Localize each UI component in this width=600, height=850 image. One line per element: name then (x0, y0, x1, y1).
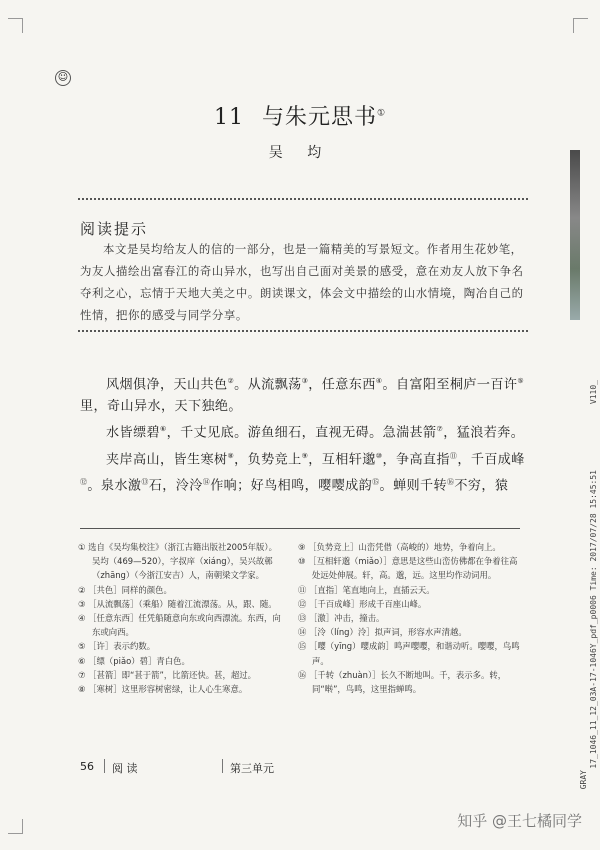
text-run: ，负势竞上 (234, 452, 302, 468)
author: 吴 均 (268, 145, 332, 161)
text-run: 石，泠泠 (148, 478, 203, 494)
note-mark: ⑧ (227, 451, 235, 460)
dotted-rule-top (78, 198, 528, 200)
footnote: ⑮ ［嘤（yīng）嘤成韵］鸣声嘤嘤，和谐动听。嘤嘤，鸟鸣声。 (298, 641, 520, 666)
note-mark: ⑭ (202, 478, 211, 487)
text-run: 。从流飘荡 (234, 377, 302, 393)
footnotes-left (78, 540, 284, 696)
crop-mark-bottom-left (8, 819, 23, 834)
crop-mark-top-right (573, 18, 588, 33)
note-mark: ⑫ (80, 478, 88, 487)
footer-divider (222, 759, 223, 773)
note-mark: ⑩ (375, 451, 383, 460)
lesson-title-text: 与朱元思书 (261, 105, 377, 130)
footnote: ⑭ ［泠（líng）泠］拟声词，形容水声清越。 (298, 627, 467, 638)
text-run: ，互相轩邈 (308, 452, 376, 468)
text-run: 。蝉则千转 (379, 478, 447, 494)
text-run: 水皆缥碧 (106, 425, 160, 441)
paragraph-2 (80, 418, 526, 444)
footnote: ① 选自《吴均集校注》（浙江古籍出版社2005年版）。吴均（469—520），字叔庠（xiáng），吴兴故鄣（zhāng）（今浙江安吉）人，南朝梁文学家。 (78, 542, 277, 581)
footnote: ⑩ ［互相轩邈（miǎo）］意思是这些山峦仿佛都在争着往高处远处伸展。轩，高。邈，远。这里均作动词用。 (298, 556, 518, 581)
footnote: ⑬ ［激］冲击，撞击。 (298, 613, 385, 624)
footnote: ⑫ ［千百成峰］形成千百座山峰。 (298, 598, 427, 609)
footnote: ⑯ ［千转（zhuàn）］长久不断地叫。千，表示多。转，同“啭”，鸟鸣，这里指蝉鸣。 (298, 669, 507, 695)
paragraph-3 (80, 445, 526, 498)
footnote-rule (80, 528, 520, 529)
text-run: ，任意东西 (308, 377, 376, 393)
footnote: ④ ［任意东西］任凭船随意向东或向西漂流。东西，向东或向西。 (78, 613, 281, 638)
footer-divider (104, 759, 105, 773)
dotted-rule-bottom (78, 330, 528, 332)
reading-tips-heading: 阅读提示 (80, 220, 149, 238)
note-mark: ⑪ (449, 451, 458, 460)
note-mark: ⑦ (436, 425, 444, 434)
footnote: ⑨ ［负势竞上］山峦凭借（高峻的）地势，争着向上。 (298, 542, 501, 552)
watermark: 知乎 @王七橘同学 (457, 812, 582, 830)
footnote: ② ［共色］同样的颜色。 (78, 584, 172, 595)
page-number: 56 (80, 760, 94, 773)
text-run: 里，奇山异水，天下独绝。 (80, 399, 242, 415)
note-mark: ⑤ (517, 377, 525, 385)
footer-unit: 第三单元 (230, 762, 274, 775)
footnote: ⑥ ［缥（piǎo）碧］青白色。 (78, 655, 190, 666)
smile-icon: ☺ (55, 70, 71, 86)
text-run: ，千丈见底。游鱼细石，直视无碍。急湍甚箭 (166, 425, 437, 441)
text-run: ，千百成峰 (457, 452, 525, 468)
note-mark: ② (227, 377, 235, 385)
note-mark: ③ (301, 377, 309, 385)
paragraph-1 (80, 370, 526, 418)
side-code: V110_ (589, 380, 598, 405)
text-run: 夹岸高山，皆生寒树 (106, 452, 228, 468)
text-run: 风烟俱净，天山共色 (106, 377, 228, 393)
text-run: ，争高直指 (382, 452, 450, 468)
crop-mark-top-left (8, 18, 23, 33)
note-mark: ④ (375, 377, 383, 385)
title-note-mark: ① (376, 108, 387, 119)
footer-book: 阅 读 (112, 762, 138, 775)
footnote: ⑤ ［许］表示约数。 (78, 641, 156, 652)
lesson-number: 11 (213, 105, 244, 130)
footnotes-right (298, 540, 524, 696)
text-run: 作响；好鸟相鸣，嘤嘤成韵 (210, 478, 373, 494)
text-run: ，猛浪若奔。 (443, 425, 525, 441)
note-mark: ⑥ (159, 425, 167, 434)
text-run: 不穷，猿 (454, 478, 509, 494)
text-run: 。自富阳至桐庐一百许 (382, 377, 518, 393)
note-mark: ⑬ (141, 478, 149, 487)
footnote: ⑧ ［寒树］这里形容树密绿，让人心生寒意。 (78, 684, 248, 695)
gray-label: GRAY (579, 770, 588, 790)
color-bar (570, 150, 580, 320)
footnote: ③ ［从流飘荡］（乘船）随着江流漂荡。从，跟、随。 (78, 598, 277, 609)
footnote: ⑦ ［甚箭］即“甚于箭”，比箭还快。甚，超过。 (78, 669, 256, 680)
note-mark: ⑯ (447, 478, 455, 487)
main-text (80, 370, 526, 497)
lesson-title (0, 100, 600, 131)
print-info: 17_1046_11_12_03A-17-1046Y_pdf_p0006 Time: 2017/07/28 15:45:51 (589, 470, 598, 769)
note-mark: ⑨ (301, 451, 309, 460)
note-mark: ⑮ (372, 478, 380, 487)
reading-tips-body: 本文是吴均给友人的信的一部分，也是一篇精美的写景短文。作者用生花妙笔，为友人描绘出富春江的奇山异水，也写出自己面对美景的感受，意在劝友人放下争名夺利之心，忘情于天地大美之中。朗读课文，体会文中描绘的山水情境，陶冶自己的性情，把你的感受与同学分享。 (80, 242, 524, 322)
text-run: 。泉水激 (87, 478, 142, 494)
footnote: ⑪ ［直指］笔直地向上，直插云天。 (298, 584, 435, 595)
